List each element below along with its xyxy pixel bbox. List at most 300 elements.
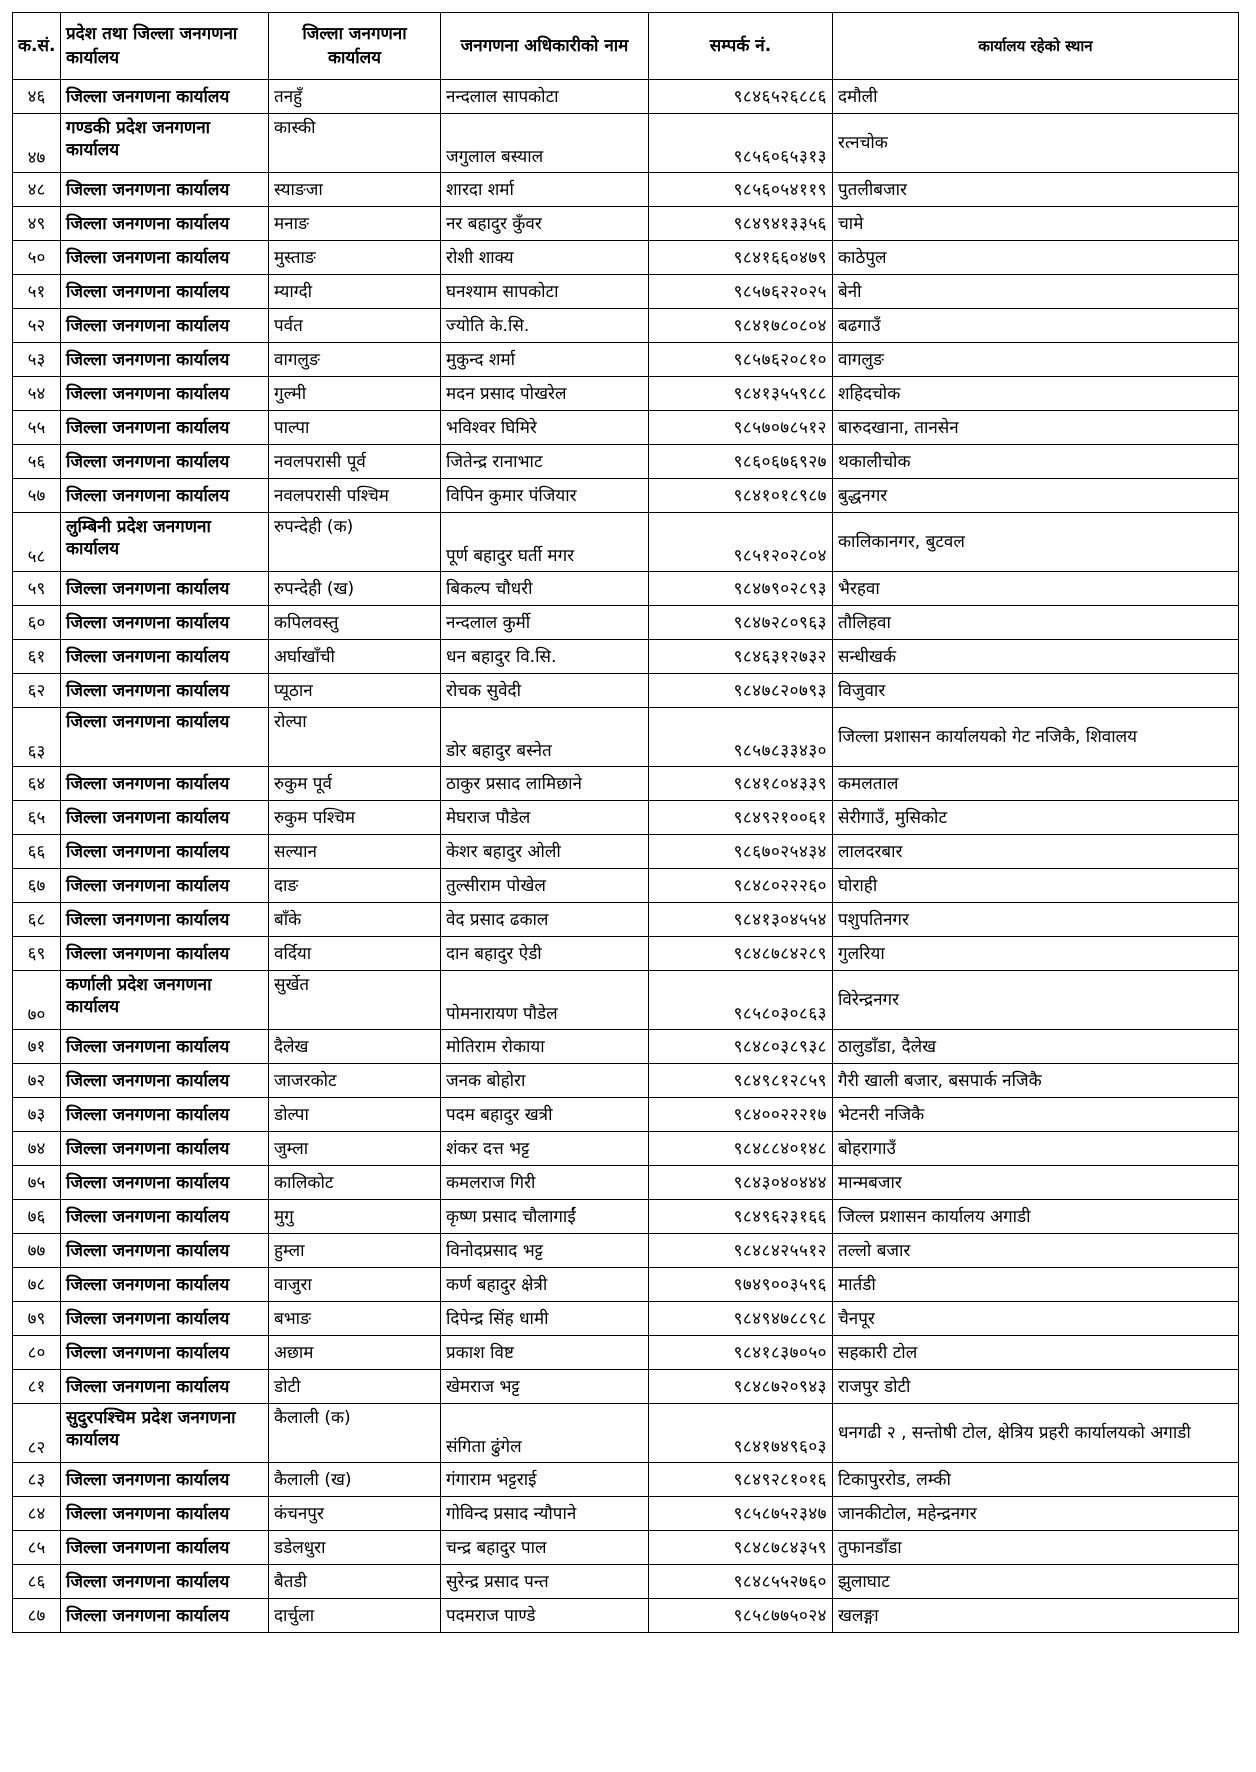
officer-name-cell: दान बहादुर ऐडी — [441, 937, 649, 971]
contact-number-cell: ९८४९८१२८५९ — [649, 1064, 833, 1098]
contact-number-cell: ९८५६०६५३१३ — [649, 114, 833, 173]
district-cell: गुल्मी — [269, 377, 441, 411]
office-cell: जिल्ला जनगणना कार्यालय — [61, 869, 269, 903]
table-row — [13, 513, 1239, 572]
table-row — [13, 1098, 1239, 1132]
contact-number-cell: ९८४८०३८९३८ — [649, 1030, 833, 1064]
office-location-cell: मार्तडी — [833, 1268, 1239, 1302]
officer-name-cell: दिपेन्द्र सिंह धामी — [441, 1302, 649, 1336]
table-body — [13, 80, 1239, 1633]
table-row — [13, 1302, 1239, 1336]
office-cell: जिल्ला जनगणना कार्यालय — [61, 1463, 269, 1497]
district-cell: स्याङजा — [269, 173, 441, 207]
district-cell: प्यूठान — [269, 674, 441, 708]
office-cell: जिल्ला जनगणना कार्यालय — [61, 801, 269, 835]
serial-number-cell: ७६ — [13, 1200, 61, 1234]
district-cell: मुस्ताङ — [269, 241, 441, 275]
office-cell: जिल्ला जनगणना कार्यालय — [61, 640, 269, 674]
header-officer-name: जनगणना अधिकारीको नाम — [441, 13, 649, 80]
office-cell: कर्णाली प्रदेश जनगणना कार्यालय — [61, 971, 269, 1030]
district-cell: डोल्पा — [269, 1098, 441, 1132]
table-row — [13, 937, 1239, 971]
office-cell: जिल्ला जनगणना कार्यालय — [61, 343, 269, 377]
office-location-cell: रत्नचोक — [833, 114, 1239, 173]
serial-number-cell: ७२ — [13, 1064, 61, 1098]
office-cell: जिल्ला जनगणना कार्यालय — [61, 1098, 269, 1132]
contact-number-cell: ९८४१८३७०५० — [649, 1336, 833, 1370]
contact-number-cell: ९८४१३५५९८८ — [649, 377, 833, 411]
district-cell: डोटी — [269, 1370, 441, 1404]
office-cell: लुम्बिनी प्रदेश जनगणना कार्यालय — [61, 513, 269, 572]
district-cell: रोल्पा — [269, 708, 441, 767]
serial-number-cell: ५६ — [13, 445, 61, 479]
officer-name-cell: मोतिराम रोकाया — [441, 1030, 649, 1064]
table-row — [13, 708, 1239, 767]
district-cell: बभाङ — [269, 1302, 441, 1336]
officer-name-cell: रोचक सुवेदी — [441, 674, 649, 708]
contact-number-cell: ९८४१७४९६०३ — [649, 1404, 833, 1463]
officer-name-cell: मुकुन्द शर्मा — [441, 343, 649, 377]
serial-number-cell: ७७ — [13, 1234, 61, 1268]
office-cell: जिल्ला जनगणना कार्यालय — [61, 1565, 269, 1599]
serial-number-cell: ८१ — [13, 1370, 61, 1404]
serial-number-cell: ७४ — [13, 1132, 61, 1166]
office-location-cell: कमलताल — [833, 767, 1239, 801]
officer-name-cell: डोर बहादुर बस्नेत — [441, 708, 649, 767]
table-row — [13, 1200, 1239, 1234]
table-row — [13, 1599, 1239, 1633]
office-cell: जिल्ला जनगणना कार्यालय — [61, 1030, 269, 1064]
district-cell: अर्घाखाँची — [269, 640, 441, 674]
officer-name-cell: जितेन्द्र रानाभाट — [441, 445, 649, 479]
office-cell: जिल्ला जनगणना कार्यालय — [61, 411, 269, 445]
serial-number-cell: ७५ — [13, 1166, 61, 1200]
officer-name-cell: नन्दलाल कुर्मी — [441, 606, 649, 640]
office-cell: जिल्ला जनगणना कार्यालय — [61, 445, 269, 479]
district-cell: बैतडी — [269, 1565, 441, 1599]
office-cell: जिल्ला जनगणना कार्यालय — [61, 275, 269, 309]
office-location-cell: बुद्धनगर — [833, 479, 1239, 513]
contact-number-cell: ९८४१३०४५५४ — [649, 903, 833, 937]
officer-name-cell: शारदा शर्मा — [441, 173, 649, 207]
contact-number-cell: ९८६७०२५४३४ — [649, 835, 833, 869]
serial-number-cell: ६४ — [13, 767, 61, 801]
office-location-cell: लालदरबार — [833, 835, 1239, 869]
officer-name-cell: पोमनारायण पौडेल — [441, 971, 649, 1030]
contact-number-cell: ९८४१७८०८०४ — [649, 309, 833, 343]
office-location-cell: झुलाघाट — [833, 1565, 1239, 1599]
officer-name-cell: धन बहादुर वि.सि. — [441, 640, 649, 674]
office-location-cell: कालिकानगर, बुटवल — [833, 513, 1239, 572]
serial-number-cell: ६० — [13, 606, 61, 640]
table-row — [13, 1234, 1239, 1268]
contact-number-cell: ९८४९२१००६१ — [649, 801, 833, 835]
serial-number-cell: ५९ — [13, 572, 61, 606]
office-cell: जिल्ला जनगणना कार्यालय — [61, 173, 269, 207]
serial-number-cell: ६३ — [13, 708, 61, 767]
header-row — [13, 13, 1239, 80]
district-cell: वागलुङ — [269, 343, 441, 377]
office-location-cell: शहिदचोक — [833, 377, 1239, 411]
office-location-cell: राजपुर डोटी — [833, 1370, 1239, 1404]
table-row — [13, 173, 1239, 207]
officer-name-cell: नन्दलाल सापकोटा — [441, 80, 649, 114]
officer-name-cell: गंगाराम भट्टराई — [441, 1463, 649, 1497]
contact-number-cell: ९८४१०१८९८७ — [649, 479, 833, 513]
table-row — [13, 479, 1239, 513]
office-cell: जिल्ला जनगणना कार्यालय — [61, 1200, 269, 1234]
district-cell: कैलाली (क) — [269, 1404, 441, 1463]
contact-number-cell: ९८४१६६०४७९ — [649, 241, 833, 275]
officer-name-cell: जगुलाल बस्याल — [441, 114, 649, 173]
serial-number-cell: ६५ — [13, 801, 61, 835]
office-cell: जिल्ला जनगणना कार्यालय — [61, 377, 269, 411]
contact-number-cell: ९८४९४७८८९८ — [649, 1302, 833, 1336]
office-location-cell: वागलुङ — [833, 343, 1239, 377]
contact-number-cell: ९८४८०२२२६० — [649, 869, 833, 903]
serial-number-cell: ६७ — [13, 869, 61, 903]
officer-name-cell: ज्योति के.सि. — [441, 309, 649, 343]
district-cell: पाल्पा — [269, 411, 441, 445]
contact-number-cell: ९८५८७७५०२४ — [649, 1599, 833, 1633]
office-location-cell: सन्धीखर्क — [833, 640, 1239, 674]
office-location-cell: ठालुडाँडा, दैलेख — [833, 1030, 1239, 1064]
officer-name-cell: कृष्ण प्रसाद चौलागाईं — [441, 1200, 649, 1234]
serial-number-cell: ८४ — [13, 1497, 61, 1531]
district-cell: वाजुरा — [269, 1268, 441, 1302]
office-location-cell: तल्लो बजार — [833, 1234, 1239, 1268]
officer-name-cell: केशर बहादुर ओली — [441, 835, 649, 869]
table-row — [13, 1336, 1239, 1370]
officer-name-cell: प्रकाश विष्ट — [441, 1336, 649, 1370]
office-cell: जिल्ला जनगणना कार्यालय — [61, 1064, 269, 1098]
table-row — [13, 903, 1239, 937]
district-cell: जाजरकोट — [269, 1064, 441, 1098]
office-location-cell: बोहरागाउँ — [833, 1132, 1239, 1166]
table-row — [13, 801, 1239, 835]
district-cell: रुपन्देही (क) — [269, 513, 441, 572]
officer-name-cell: बिकल्प चौधरी — [441, 572, 649, 606]
district-cell: अछाम — [269, 1336, 441, 1370]
officer-name-cell: रोशी शाक्य — [441, 241, 649, 275]
table-row — [13, 1531, 1239, 1565]
header-province-office: प्रदेश तथा जिल्ला जनगणना कार्यालय — [61, 13, 269, 80]
district-cell: कैलाली (ख) — [269, 1463, 441, 1497]
office-cell: जिल्ला जनगणना कार्यालय — [61, 708, 269, 767]
district-cell: म्याग्दी — [269, 275, 441, 309]
table-row — [13, 640, 1239, 674]
contact-number-cell: ९८५८७५२३४७ — [649, 1497, 833, 1531]
office-cell: जिल्ला जनगणना कार्यालय — [61, 1166, 269, 1200]
office-location-cell: सहकारी टोल — [833, 1336, 1239, 1370]
office-cell: जिल्ला जनगणना कार्यालय — [61, 207, 269, 241]
office-cell: जिल्ला जनगणना कार्यालय — [61, 903, 269, 937]
contact-number-cell: ९८४६३१२७३२ — [649, 640, 833, 674]
office-cell: जिल्ला जनगणना कार्यालय — [61, 1370, 269, 1404]
serial-number-cell: ७० — [13, 971, 61, 1030]
officer-name-cell: खेमराज भट्ट — [441, 1370, 649, 1404]
table-row — [13, 1166, 1239, 1200]
serial-number-cell: ५१ — [13, 275, 61, 309]
table-row — [13, 445, 1239, 479]
office-cell: जिल्ला जनगणना कार्यालय — [61, 1531, 269, 1565]
officer-name-cell: भविश्वर घिमिरे — [441, 411, 649, 445]
table-header — [13, 13, 1239, 80]
contact-number-cell: ९८५८०३०८६३ — [649, 971, 833, 1030]
district-cell: सुर्खेत — [269, 971, 441, 1030]
office-location-cell: जानकीटोल, महेन्द्रनगर — [833, 1497, 1239, 1531]
district-cell: कपिलवस्तु — [269, 606, 441, 640]
office-location-cell: बेनी — [833, 275, 1239, 309]
district-cell: जुम्ला — [269, 1132, 441, 1166]
district-cell: सल्यान — [269, 835, 441, 869]
office-cell: जिल्ला जनगणना कार्यालय — [61, 572, 269, 606]
officer-name-cell: ठाकुर प्रसाद लामिछाने — [441, 767, 649, 801]
office-location-cell: जिल्ल प्रशासन कार्यालय अगाडी — [833, 1200, 1239, 1234]
district-cell: डडेलधुरा — [269, 1531, 441, 1565]
district-cell: दैलेख — [269, 1030, 441, 1064]
office-location-cell: घोराही — [833, 869, 1239, 903]
table-row — [13, 1463, 1239, 1497]
office-location-cell: मान्मबजार — [833, 1166, 1239, 1200]
table-row — [13, 1497, 1239, 1531]
table-row — [13, 674, 1239, 708]
district-cell: रुकुम पूर्व — [269, 767, 441, 801]
contact-number-cell: ९७४९००३५९६ — [649, 1268, 833, 1302]
table-row — [13, 343, 1239, 377]
district-cell: बाँके — [269, 903, 441, 937]
officer-name-cell: नर बहादुर कुँवर — [441, 207, 649, 241]
table-row — [13, 377, 1239, 411]
officer-name-cell: मदन प्रसाद पोखरेल — [441, 377, 649, 411]
office-cell: जिल्ला जनगणना कार्यालय — [61, 309, 269, 343]
office-location-cell: थकालीचोक — [833, 445, 1239, 479]
header-office-location: कार्यालय रहेको स्थान — [833, 13, 1239, 80]
serial-number-cell: ५८ — [13, 513, 61, 572]
office-location-cell: पशुपतिनगर — [833, 903, 1239, 937]
table-row — [13, 80, 1239, 114]
district-cell: तनहुँ — [269, 80, 441, 114]
office-cell: जिल्ला जनगणना कार्यालय — [61, 1268, 269, 1302]
office-location-cell: दमौली — [833, 80, 1239, 114]
table-row — [13, 309, 1239, 343]
office-location-cell: तौलिहवा — [833, 606, 1239, 640]
officer-name-cell: कमलराज गिरी — [441, 1166, 649, 1200]
office-location-cell: बारुदखाना, तानसेन — [833, 411, 1239, 445]
table-row — [13, 835, 1239, 869]
serial-number-cell: ६९ — [13, 937, 61, 971]
office-location-cell: धनगढी २ , सन्तोषी टोल, क्षेत्रिय प्रहरी कार्यालयको अगाडी — [833, 1404, 1239, 1463]
officer-name-cell: पूर्ण बहादुर घर्ती मगर — [441, 513, 649, 572]
table-row — [13, 275, 1239, 309]
office-location-cell: विजुवार — [833, 674, 1239, 708]
table-row — [13, 767, 1239, 801]
officer-name-cell: शंकर दत्त भट्ट — [441, 1132, 649, 1166]
serial-number-cell: ८० — [13, 1336, 61, 1370]
district-cell: पर्वत — [269, 309, 441, 343]
table-row — [13, 114, 1239, 173]
contact-number-cell: ९८५१२०२८०४ — [649, 513, 833, 572]
office-cell: जिल्ला जनगणना कार्यालय — [61, 1302, 269, 1336]
office-cell: जिल्ला जनगणना कार्यालय — [61, 937, 269, 971]
header-contact-number: सम्पर्क नं. — [649, 13, 833, 80]
serial-number-cell: ६१ — [13, 640, 61, 674]
table-row — [13, 1064, 1239, 1098]
district-cell: मुगु — [269, 1200, 441, 1234]
header-serial-number: क.सं. — [13, 13, 61, 80]
serial-number-cell: ४७ — [13, 114, 61, 173]
officer-name-cell: जनक बोहोरा — [441, 1064, 649, 1098]
district-cell: वर्दिया — [269, 937, 441, 971]
serial-number-cell: ६६ — [13, 835, 61, 869]
officer-name-cell: घनश्याम सापकोटा — [441, 275, 649, 309]
officer-name-cell: चन्द्र बहादुर पाल — [441, 1531, 649, 1565]
office-cell: सुदुरपश्चिम प्रदेश जनगणना कार्यालय — [61, 1404, 269, 1463]
contact-number-cell: ९८६०६७६९२७ — [649, 445, 833, 479]
office-cell: जिल्ला जनगणना कार्यालय — [61, 835, 269, 869]
contact-number-cell: ९८४८५५२७६० — [649, 1565, 833, 1599]
table-row — [13, 1404, 1239, 1463]
office-location-cell: तुफानडाँडा — [833, 1531, 1239, 1565]
table-row — [13, 411, 1239, 445]
serial-number-cell: ८२ — [13, 1404, 61, 1463]
district-cell: नवलपरासी पश्चिम — [269, 479, 441, 513]
table-row — [13, 869, 1239, 903]
office-cell: जिल्ला जनगणना कार्यालय — [61, 606, 269, 640]
serial-number-cell: ६२ — [13, 674, 61, 708]
office-cell: गण्डकी प्रदेश जनगणना कार्यालय — [61, 114, 269, 173]
contact-number-cell: ९८४७९०२८९३ — [649, 572, 833, 606]
office-location-cell: गुलरिया — [833, 937, 1239, 971]
district-cell: कास्की — [269, 114, 441, 173]
office-location-cell: भेटनरी नजिकै — [833, 1098, 1239, 1132]
serial-number-cell: ८६ — [13, 1565, 61, 1599]
header-district-office: जिल्ला जनगणना कार्यालय — [269, 13, 441, 80]
contact-number-cell: ९८५६०५४११९ — [649, 173, 833, 207]
contact-number-cell: ९८४७२८०९६३ — [649, 606, 833, 640]
serial-number-cell: ८५ — [13, 1531, 61, 1565]
serial-number-cell: ७३ — [13, 1098, 61, 1132]
office-location-cell: विरेन्द्रनगर — [833, 971, 1239, 1030]
office-location-cell: खलङ्गा — [833, 1599, 1239, 1633]
contact-number-cell: ९८४८८४०१४८ — [649, 1132, 833, 1166]
serial-number-cell: ५० — [13, 241, 61, 275]
officer-name-cell: मेघराज पौडेल — [441, 801, 649, 835]
table-row — [13, 1565, 1239, 1599]
serial-number-cell: ५३ — [13, 343, 61, 377]
serial-number-cell: ५७ — [13, 479, 61, 513]
serial-number-cell: ४८ — [13, 173, 61, 207]
contact-number-cell: ९८४१८०४३३९ — [649, 767, 833, 801]
office-cell: जिल्ला जनगणना कार्यालय — [61, 1234, 269, 1268]
officer-name-cell: गोविन्द प्रसाद न्यौपाने — [441, 1497, 649, 1531]
contact-number-cell: ९८४८७८४२८९ — [649, 937, 833, 971]
table-row — [13, 606, 1239, 640]
contact-number-cell: ९८५७६२२०२५ — [649, 275, 833, 309]
district-cell: कंचनपुर — [269, 1497, 441, 1531]
office-cell: जिल्ला जनगणना कार्यालय — [61, 1336, 269, 1370]
office-location-cell: चामे — [833, 207, 1239, 241]
officer-name-cell: वेद प्रसाद ढकाल — [441, 903, 649, 937]
officer-name-cell: विपिन कुमार पंजियार — [441, 479, 649, 513]
officer-name-cell: संगिता ढुंगेल — [441, 1404, 649, 1463]
office-location-cell: भैरहवा — [833, 572, 1239, 606]
contact-number-cell: ९८४००२२२१७ — [649, 1098, 833, 1132]
office-cell: जिल्ला जनगणना कार्यालय — [61, 1497, 269, 1531]
district-cell: कालिकोट — [269, 1166, 441, 1200]
office-cell: जिल्ला जनगणना कार्यालय — [61, 1599, 269, 1633]
table-row — [13, 971, 1239, 1030]
office-location-cell: सेरीगाउँ, मुसिकोट — [833, 801, 1239, 835]
office-location-cell: पुतलीबजार — [833, 173, 1239, 207]
serial-number-cell: ६८ — [13, 903, 61, 937]
officer-name-cell: तुल्सीराम पोखेल — [441, 869, 649, 903]
officer-name-cell: कर्ण बहादुर क्षेत्री — [441, 1268, 649, 1302]
serial-number-cell: ७८ — [13, 1268, 61, 1302]
officer-name-cell: सुरेन्द्र प्रसाद पन्त — [441, 1565, 649, 1599]
contact-number-cell: ९८४८७२०९४३ — [649, 1370, 833, 1404]
table-row — [13, 572, 1239, 606]
officer-name-cell: पदम बहादुर खत्री — [441, 1098, 649, 1132]
district-cell: नवलपरासी पूर्व — [269, 445, 441, 479]
office-cell: जिल्ला जनगणना कार्यालय — [61, 241, 269, 275]
table-row — [13, 1268, 1239, 1302]
office-location-cell: बढगाउँ — [833, 309, 1239, 343]
district-cell: रुपन्देही (ख) — [269, 572, 441, 606]
contact-number-cell: ९८४८७८४३५९ — [649, 1531, 833, 1565]
table-row — [13, 1030, 1239, 1064]
office-cell: जिल्ला जनगणना कार्यालय — [61, 479, 269, 513]
serial-number-cell: ५२ — [13, 309, 61, 343]
office-cell: जिल्ला जनगणना कार्यालय — [61, 767, 269, 801]
district-cell: दार्चुला — [269, 1599, 441, 1633]
office-location-cell: जिल्ला प्रशासन कार्यालयको गेट नजिकै, शिवालय — [833, 708, 1239, 767]
contact-number-cell: ९८४६५२६८८६ — [649, 80, 833, 114]
contact-number-cell: ९८४३०४०४४४ — [649, 1166, 833, 1200]
district-cell: मनाङ — [269, 207, 441, 241]
contact-number-cell: ९८५७८३३४३० — [649, 708, 833, 767]
table-row — [13, 207, 1239, 241]
contact-number-cell: ९८५७६२०८१० — [649, 343, 833, 377]
table-row — [13, 1370, 1239, 1404]
office-location-cell: गैरी खाली बजार, बसपार्क नजिकै — [833, 1064, 1239, 1098]
contact-number-cell: ९८४९४१३३५६ — [649, 207, 833, 241]
contact-number-cell: ९८४९६२३१६६ — [649, 1200, 833, 1234]
office-location-cell: टिकापुररोड, लम्की — [833, 1463, 1239, 1497]
serial-number-cell: ४९ — [13, 207, 61, 241]
serial-number-cell: ५४ — [13, 377, 61, 411]
office-cell: जिल्ला जनगणना कार्यालय — [61, 80, 269, 114]
serial-number-cell: ५५ — [13, 411, 61, 445]
district-cell: रुकुम पश्चिम — [269, 801, 441, 835]
contact-number-cell: ९८४७८२०७९३ — [649, 674, 833, 708]
office-cell: जिल्ला जनगणना कार्यालय — [61, 674, 269, 708]
serial-number-cell: ८३ — [13, 1463, 61, 1497]
serial-number-cell: ४६ — [13, 80, 61, 114]
district-cell: दाङ — [269, 869, 441, 903]
office-location-cell: चैनपूर — [833, 1302, 1239, 1336]
serial-number-cell: ७९ — [13, 1302, 61, 1336]
serial-number-cell: ७१ — [13, 1030, 61, 1064]
table-row — [13, 1132, 1239, 1166]
contact-number-cell: ९८४८४२५५१२ — [649, 1234, 833, 1268]
officer-name-cell: विनोदप्रसाद भट्ट — [441, 1234, 649, 1268]
serial-number-cell: ८७ — [13, 1599, 61, 1633]
office-cell: जिल्ला जनगणना कार्यालय — [61, 1132, 269, 1166]
contact-number-cell: ९८४९२८१०१६ — [649, 1463, 833, 1497]
office-location-cell: काठेपुल — [833, 241, 1239, 275]
contact-number-cell: ९८५७०७८५१२ — [649, 411, 833, 445]
